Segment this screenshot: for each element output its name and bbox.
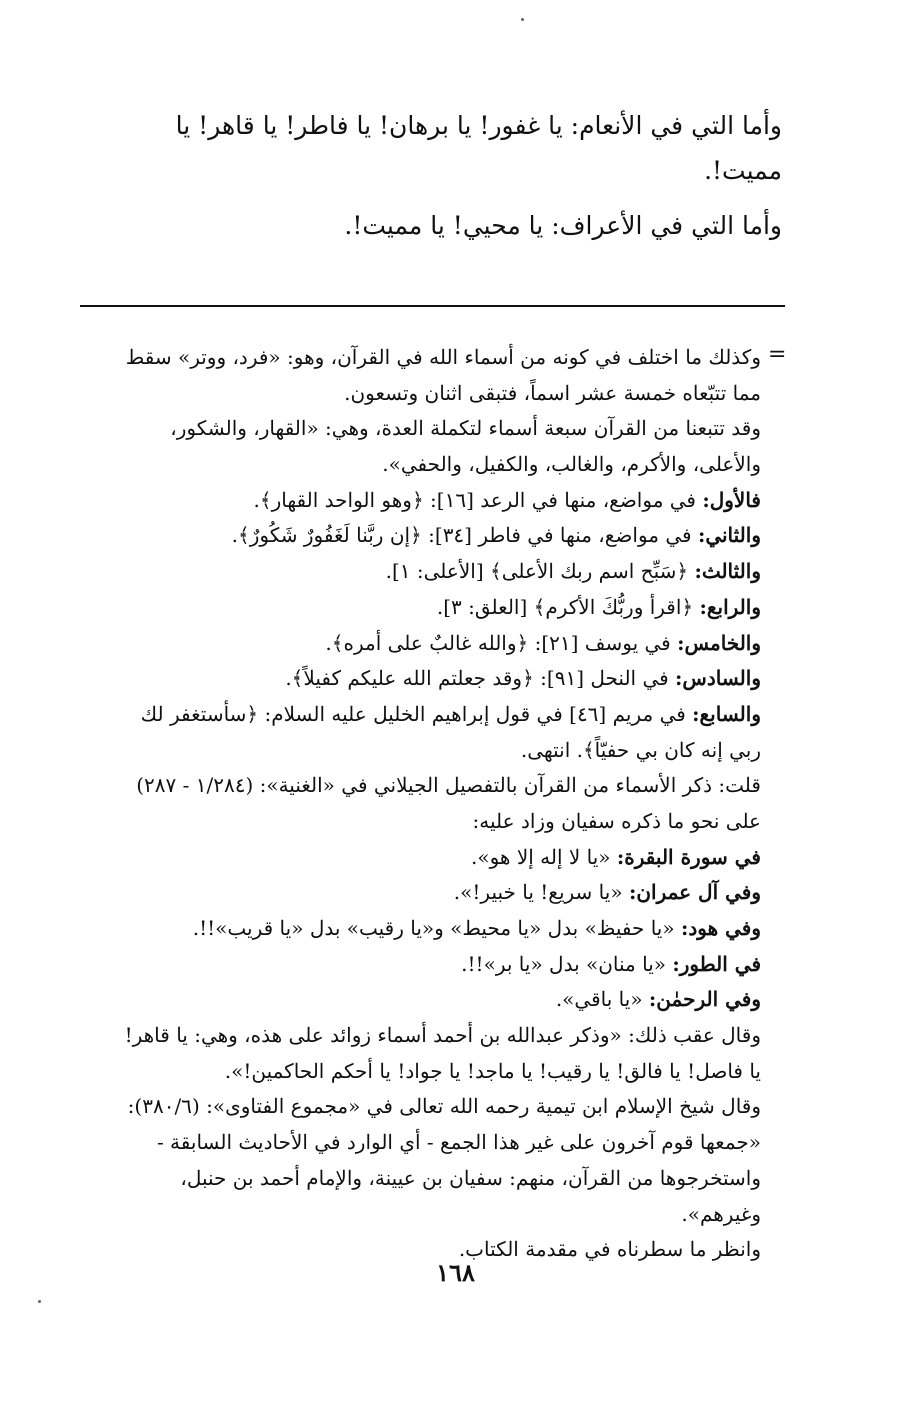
footnote-line: وانظر ما سطرناه في مقدمة الكتاب. bbox=[458, 1237, 761, 1262]
continuation-marker: = bbox=[768, 342, 787, 367]
footnote-line: والرابع: ﴿اقرأ وربُّكَ الأكرم﴾ [العلق: ٣]. bbox=[436, 594, 761, 619]
footnote-line: وقال عقب ذلك: «وذكر عبدالله بن أحمد أسماء زوائد على هذه، وهي: يا قاهر! bbox=[124, 1023, 761, 1048]
footnote-line: وغيرهم». bbox=[681, 1201, 761, 1226]
footnote-line: في الطور: «يا منان» بدل «يا بر»!!. bbox=[461, 951, 761, 976]
footnote-line: وفي هود: «يا حفيظ» بدل «يا محيط» و«يا رقيب» بدل «يا قريب»!!. bbox=[192, 916, 761, 940]
footnote-line: وفي آل عمران: «يا سريع! يا خبير!». bbox=[453, 880, 761, 905]
scan-speck bbox=[521, 18, 524, 21]
footnote-line: والثالث: ﴿سَبِّح اسم ربك الأعلى﴾ [الأعلى: ١]. bbox=[385, 559, 761, 584]
footnote-line: في سورة البقرة: «يا لا إله إلا هو». bbox=[471, 844, 761, 869]
footnote-line: يا فاصل! يا فالق! يا رقيب! يا ماجد! يا جواد! يا أحكم الحاكمين!». bbox=[224, 1058, 761, 1083]
footnote-line: «جمعها قوم آخرون على غير هذا الجمع - أي الوارد في الأحاديث السابقة - bbox=[156, 1130, 761, 1155]
footnote-line: ربي إنه كان بي حفيّاً﴾. انتهى. bbox=[520, 737, 761, 762]
footnote-line: قلت: ذكر الأسماء من القرآن بالتفصيل الجيلاني في «الغنية»: (١/٢٨٤ - ٢٨٧) bbox=[136, 773, 761, 798]
footnote-line: وفي الرحمٰن: «يا باقي». bbox=[555, 987, 761, 1012]
footnote-line: وقد تتبعنا من القرآن سبعة أسماء لتكملة العدة، وهي: «القهار، والشكور، bbox=[170, 416, 761, 441]
scan-speck bbox=[38, 1300, 41, 1303]
main-line-3: وأما التي في الأعراف: يا محيي! يا مميت!. bbox=[344, 211, 782, 240]
footnote-line: والسادس: في النحل [٩١]: ﴿وقد جعلتم الله عليكم كفيلاً﴾. bbox=[285, 666, 761, 691]
footnote-line: والسابع: في مريم [٤٦] في قول إبراهيم الخليل عليه السلام: ﴿سأستغفر لك bbox=[140, 701, 761, 726]
footnote-line: مما تتبّعاه خمسة عشر اسماً، فتبقى اثنان وتسعون. bbox=[344, 380, 761, 405]
footnote-line: فالأول: في مواضع، منها في الرعد [١٦]: ﴿وهو الواحد القهار﴾. bbox=[253, 487, 761, 512]
footnote-line: والخامس: في يوسف [٢١]: ﴿والله غالبٌ على أمره﴾. bbox=[325, 630, 761, 655]
main-line-1: وأما التي في الأنعام: يا غفور! يا برهان! يا فاطر! يا قاهر! يا bbox=[175, 111, 782, 140]
main-line-2: مميت!. bbox=[704, 156, 782, 185]
footnote-separator bbox=[80, 305, 785, 307]
footnote-line: والثاني: في مواضع، منها في فاطر [٣٤]: ﴿إن ربَّنا لَغَفُورٌ شَكُورٌ﴾. bbox=[231, 523, 761, 548]
footnote-line: والأعلى، والأكرم، والغالب، والكفيل، والحفي». bbox=[382, 452, 761, 477]
footnote-block bbox=[78, 340, 761, 1268]
footnote-line: وكذلك ما اختلف في كونه من أسماء الله في القرآن، وهو: «فرد، ووتر» سقط bbox=[125, 345, 761, 369]
footnote-line: على نحو ما ذكره سفيان وزاد عليه: bbox=[472, 808, 761, 833]
footnote-line: وقال شيخ الإسلام ابن تيمية رحمه الله تعالى في «مجموع الفتاوى»: (٣٨٠/٦): bbox=[127, 1094, 761, 1119]
page-number: ١٦٨ bbox=[436, 1258, 475, 1287]
footnote-line: واستخرجوها من القرآن، منهم: سفيان بن عيينة، والإمام أحمد بن حنبل، bbox=[180, 1165, 761, 1190]
